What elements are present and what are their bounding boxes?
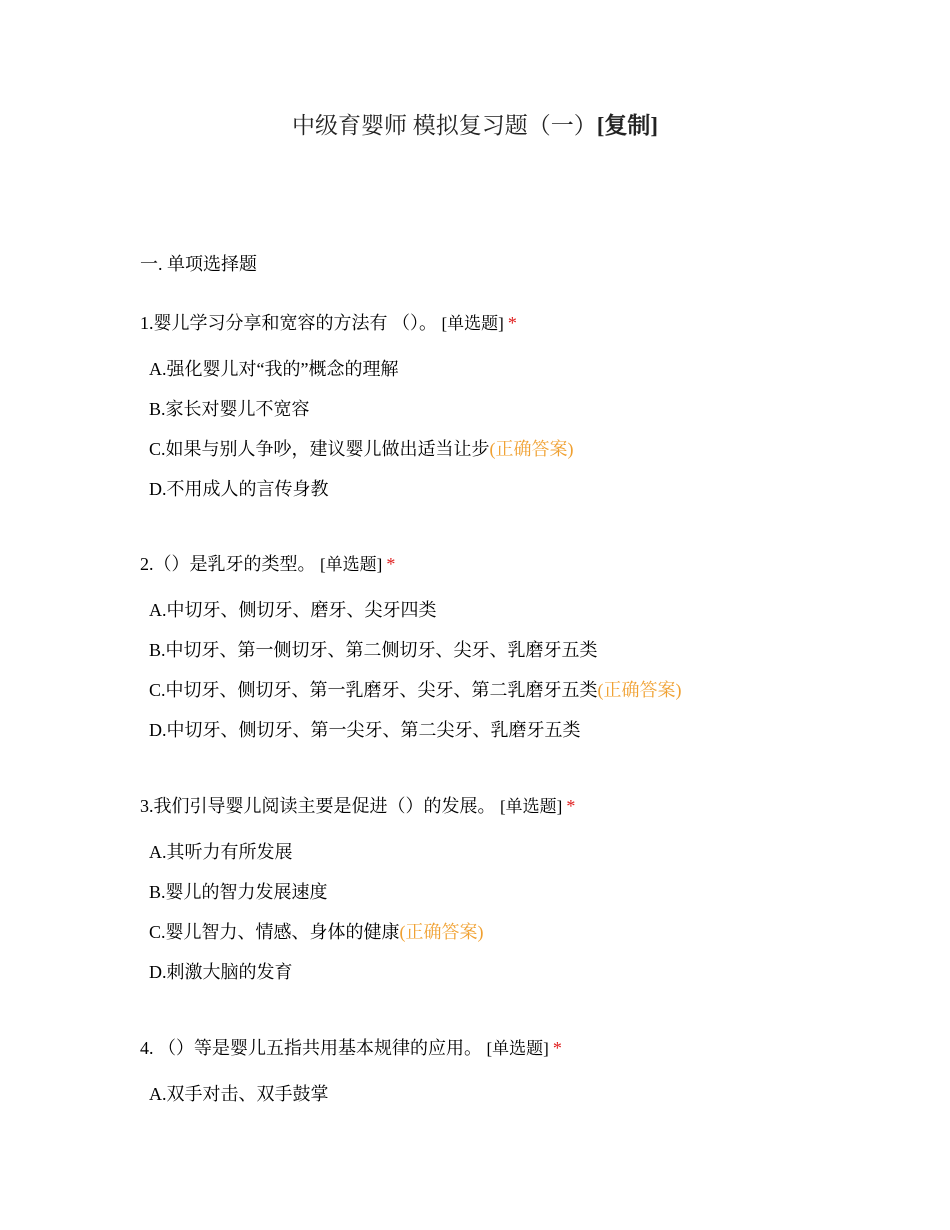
option-list	[140, 598, 900, 742]
option-c[interactable]	[140, 920, 900, 944]
option-list	[140, 357, 900, 501]
option-text: B.家长对婴儿不宽容	[149, 399, 310, 419]
question-stem	[140, 552, 900, 576]
option-text: D.不用成人的言传身教	[149, 479, 329, 499]
question-type-label: [单选题]	[500, 797, 563, 816]
correct-answer-label: (正确答案)	[399, 922, 484, 942]
question-type-label: [单选题]	[486, 1039, 549, 1058]
page-title-copy-tag: [复制]	[596, 113, 659, 138]
option-d[interactable]	[140, 960, 900, 984]
required-mark: *	[507, 313, 517, 333]
correct-answer-label: (正确答案)	[597, 680, 682, 700]
question-stem	[140, 311, 900, 335]
option-a[interactable]	[140, 840, 900, 864]
page-title	[0, 110, 950, 142]
option-text: B.婴儿的智力发展速度	[149, 882, 328, 902]
option-c[interactable]	[140, 437, 900, 461]
option-text: C.如果与别人争吵，建议婴儿做出适当让步	[149, 439, 490, 459]
option-a[interactable]	[140, 357, 900, 381]
required-mark: *	[566, 796, 576, 816]
question-type-label: [单选题]	[320, 555, 383, 574]
required-mark: *	[386, 554, 396, 574]
question-text: 2.（）是乳牙的类型。	[140, 554, 316, 574]
option-text: A.中切牙、侧切牙、磨牙、尖牙四类	[149, 600, 437, 620]
required-mark: *	[552, 1038, 562, 1058]
question-4	[140, 1036, 900, 1122]
option-c[interactable]	[140, 678, 900, 702]
option-b[interactable]	[140, 397, 900, 421]
question-1	[140, 311, 900, 517]
option-d[interactable]	[140, 477, 900, 501]
question-text: 4. （）等是婴儿五指共用基本规律的应用。	[140, 1038, 482, 1058]
section-title: 一. 单项选择题	[140, 254, 257, 274]
question-type-label: [单选题]	[441, 314, 504, 333]
option-list	[140, 840, 900, 984]
option-text: A.双手对击、双手鼓掌	[149, 1084, 329, 1104]
option-text: B.中切牙、第一侧切牙、第二侧切牙、尖牙、乳磨牙五类	[149, 640, 598, 660]
question-text: 3.我们引导婴儿阅读主要是促进（）的发展。	[140, 796, 496, 816]
question-2	[140, 552, 900, 758]
question-stem	[140, 1036, 900, 1060]
option-d[interactable]	[140, 718, 900, 742]
option-text: D.中切牙、侧切牙、第一尖牙、第二尖牙、乳磨牙五类	[149, 720, 581, 740]
option-a[interactable]	[140, 1082, 900, 1106]
option-b[interactable]	[140, 638, 900, 662]
option-text: A.其听力有所发展	[149, 842, 293, 862]
question-text: 1.婴儿学习分享和宽容的方法有 （）。	[140, 313, 437, 333]
option-a[interactable]	[140, 598, 900, 622]
question-stem	[140, 794, 900, 818]
option-text: A.强化婴儿对“我的”概念的理解	[149, 359, 399, 379]
correct-answer-label: (正确答案)	[489, 439, 574, 459]
option-list	[140, 1082, 900, 1106]
page-title-main: 中级育婴师 模拟复习题（一）	[291, 113, 597, 138]
option-text: D.刺激大脑的发育	[149, 962, 293, 982]
option-b[interactable]	[140, 880, 900, 904]
question-3	[140, 794, 900, 1000]
option-text: C.中切牙、侧切牙、第一乳磨牙、尖牙、第二乳磨牙五类	[149, 680, 598, 700]
option-text: C.婴儿智力、情感、身体的健康	[149, 922, 400, 942]
